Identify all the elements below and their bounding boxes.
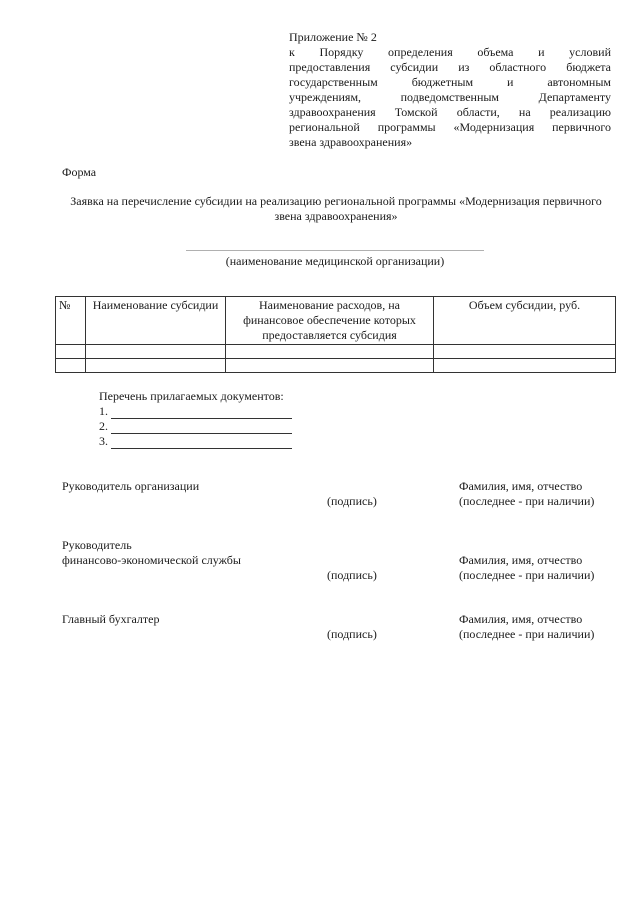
list-item-number: 1. [99,404,108,418]
appendix-line: предоставления субсидии из областного бюджета [289,60,611,74]
table-cell[interactable] [226,359,434,373]
signature-caption: (подпись) [327,494,377,508]
documents-heading: Перечень прилагаемых документов: [99,389,284,403]
full-name-caption: Фамилия, имя, отчество [459,479,583,493]
organization-name-line[interactable] [186,250,484,251]
table-cell[interactable] [434,345,616,359]
signature-role-finance-line2: финансово-экономической службы [62,553,241,567]
document-title: Заявка на перечисление субсидии на реализацию региональной программы «Модернизация первичного звена здравоохранения» [70,194,602,223]
organization-name-caption: (наименование медицинской организации) [225,254,445,268]
col-header-expenses: Наименование расходов, на финансовое обеспечение которых предоставляется субсидия [226,297,434,345]
table-cell[interactable] [56,359,86,373]
list-item [99,434,292,449]
list-item [99,404,292,419]
full-name-note: (последнее - при наличии) [459,494,595,508]
appendix-line: государственным бюджетным и автономным [289,75,611,89]
table-cell[interactable] [86,359,226,373]
document-blank-line[interactable] [111,421,292,434]
document-blank-line[interactable] [111,406,292,419]
signature-role-finance-line1: Руководитель [62,538,132,552]
full-name-caption: Фамилия, имя, отчество [459,553,583,567]
list-item-number: 3. [99,434,108,448]
document-blank-line[interactable] [111,436,292,449]
appendix-line: здравоохранения Томской области, на реализацию [289,105,611,119]
col-header-amount: Объем субсидии, руб. [434,297,616,345]
signature-role-chief-accountant: Главный бухгалтер [62,612,160,626]
signature-caption: (подпись) [327,627,377,641]
full-name-note: (последнее - при наличии) [459,568,595,582]
table-cell[interactable] [56,345,86,359]
subsidy-table [55,296,616,373]
table-row [56,345,616,359]
full-name-caption: Фамилия, имя, отчество [459,612,583,626]
table-cell[interactable] [226,345,434,359]
signature-role-head: Руководитель организации [62,479,200,493]
appendix-line: звена здравоохранения» [289,135,413,149]
appendix-line: к Порядку определения объема и условий [289,45,611,59]
table-header-row [56,297,616,345]
appendix-line: региональной программы «Модернизация первичного [289,120,611,134]
table-row [56,359,616,373]
table-cell[interactable] [434,359,616,373]
signature-caption: (подпись) [327,568,377,582]
full-name-note: (последнее - при наличии) [459,627,595,641]
col-header-subsidy-name: Наименование субсидии [86,297,226,345]
list-item-number: 2. [99,419,108,433]
appendix-line: учреждениям, подведомственным Департаменту [289,90,611,104]
list-item [99,419,292,434]
form-label: Форма [62,165,97,179]
documents-list [99,389,292,449]
table-cell[interactable] [86,345,226,359]
appendix-title: Приложение № 2 [289,30,377,44]
col-header-number: № [56,297,86,345]
appendix-header [289,30,611,150]
